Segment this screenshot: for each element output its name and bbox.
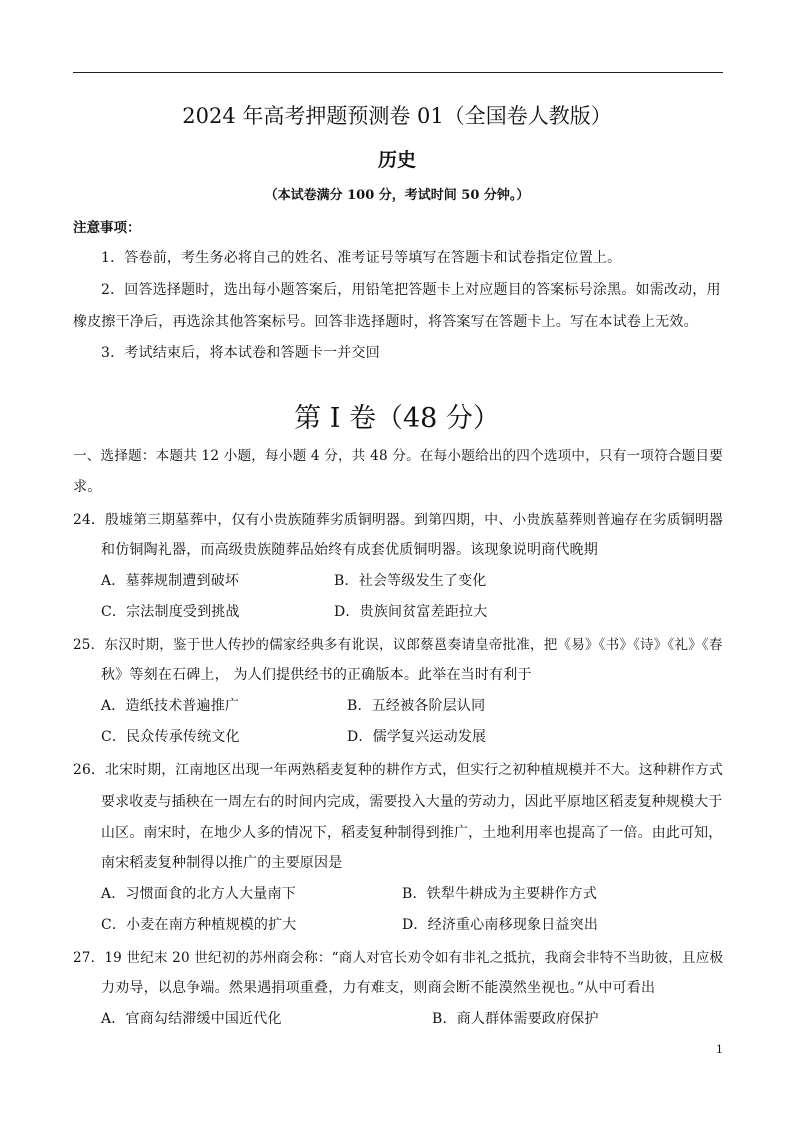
question-25-stem: 秋》等刻在石碑上， 为人们提供经书的正确版本。此举在当时有利于 [101, 667, 532, 683]
question-27-option-a: A．官商勾结滞缓中国近代化 [101, 1011, 282, 1027]
question-26-option-b: B．铁犁牛耕成为主要耕作方式 [402, 886, 598, 902]
question-24-stem: 和仿铜陶礼器，而高级贵族随葬品始终有成套优质铜明器。该现象说明商代晚期 [101, 542, 598, 558]
notice-heading: 注意事项： [73, 220, 141, 236]
question-24-option-d: D．贵族间贫富差距拉大 [334, 604, 488, 620]
section-title: 第 I 卷（48 分） [294, 403, 500, 434]
question-25-stem: 25．东汉时期，鉴于世人传抄的儒家经典多有讹误，议郎蔡邕奏请皇帝批准，把《易》《书》《诗》《礼》《春 [73, 637, 723, 653]
subject-title: 历史 [377, 149, 416, 171]
question-25-option-d: D．儒学复兴运动发展 [347, 729, 487, 745]
question-26-stem: 要求收麦与插秧在一周左右的时间内完成，需要投入大量的劳动力，因此平原地区稻麦复种规模大于 [101, 794, 723, 810]
question-27-option-b: B．商人群体需要政府保护 [432, 1011, 599, 1027]
question-26-stem: 26．北宋时期，江南地区出现一年两熟稻麦复种的耕作方式，但实行之初种植规模并不大。这种耕作方式 [73, 762, 723, 778]
question-27-stem: 27．19 世纪末 20 世纪初的苏州商会称：“商人对官长劝令如有非礼之抵抗，我商会非特不当助彼，且应极 [73, 950, 724, 966]
page-number: 1 [716, 1043, 723, 1056]
question-24-option-b: B．社会等级发生了变化 [334, 573, 487, 589]
question-24-option-c: C．宗法制度受到挑战 [101, 604, 240, 620]
notice-line: 橡皮擦干净后，再选涂其他答案标号。回答非选择题时，将答案写在答题卡上。写在本试卷上无效。 [73, 314, 698, 330]
question-25-option-c: C．民众传承传统文化 [101, 729, 240, 745]
section-instruction: 求。 [73, 479, 102, 495]
question-26-option-d: D．经济重心南移现象日益突出 [402, 917, 599, 933]
notice-line: 1．答卷前，考生务必将自己的姓名、准考证号等填写在答题卡和试卷指定位置上。 [101, 250, 622, 266]
question-27-stem: 力劝导，以息争端。然果遇捐项重叠，力有难支，则商会断不能漠然坐视也。”从中可看出 [101, 980, 656, 996]
question-26-option-a: A．习惯面食的北方人大量南下 [101, 886, 296, 902]
question-24-option-a: A．墓葬规制遭到破坏 [101, 573, 240, 589]
question-26-option-c: C．小麦在南方种植规模的扩大 [101, 917, 297, 933]
question-25-option-b: B．五经被各阶层认同 [347, 698, 486, 714]
header-rule [73, 72, 723, 73]
question-24-stem: 24．殷墟第三期墓葬中，仅有小贵族随葬劣质铜明器。到第四期，中、小贵族墓葬则普遍存在劣质铜明器 [73, 512, 723, 528]
notice-line: 3．考试结束后，将本试卷和答题卡一并交回 [101, 345, 380, 361]
question-25-option-a: A．造纸技术普遍推广 [101, 698, 240, 714]
section-instruction: 一、选择题：本题共 12 小题，每小题 4 分，共 48 分。在每小题给出的四个选项中，只有一项符合题目要 [73, 448, 723, 464]
question-26-stem: 南宋稻麦复种制得以推广的主要原因是 [101, 855, 343, 871]
question-26-stem: 山区。南宋时，在地少人多的情况下，稻麦复种制得到推广，土地利用率也提高了一倍。由此可知， [101, 825, 723, 841]
exam-title: 2024 年高考押题预测卷 01（全国卷人教版） [182, 104, 612, 128]
score-note: （本试卷满分 100 分，考试时间 50 分钟。） [264, 188, 530, 203]
notice-line: 2．回答选择题时，选出每小题答案后，用铅笔把答题卡上对应题目的答案标号涂黑。如需改动，用 [101, 282, 721, 298]
